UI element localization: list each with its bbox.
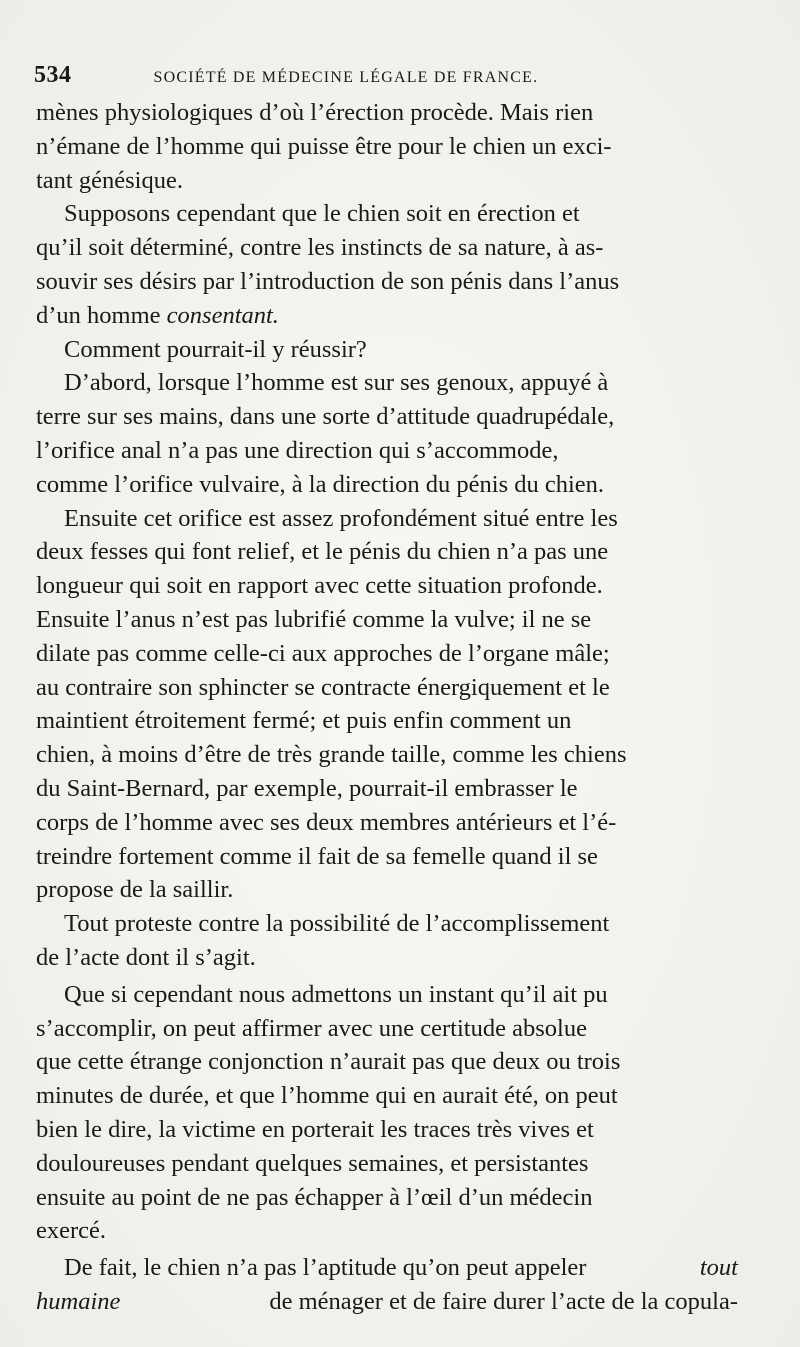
text-line: [36, 299, 738, 333]
text-run: d’un homme: [36, 301, 161, 329]
text-line: [36, 1285, 738, 1319]
italic-word: tout: [699, 1254, 738, 1282]
text-line: l’orifice anal n’a pas une direction qui s’accommode,: [36, 436, 559, 464]
text-line: terre sur ses mains, dans une sorte d’attitude quadrupédale,: [36, 403, 615, 431]
text-line: maintient étroitement fermé; et puis enfin comment un: [36, 707, 572, 735]
text-line: du Saint-Bernard, par exemple, pourrait-il embrasser le: [36, 774, 578, 802]
text-line: de l’acte dont il s’agit.: [36, 943, 256, 971]
text-line: Ensuite l’anus n’est pas lubrifié comme la vulve; il ne se: [36, 605, 592, 633]
body-text: [36, 96, 738, 1319]
text-run: De fait, le chien n’a pas l’aptitude qu’on peut appeler: [64, 1254, 587, 1282]
text-line: Comment pourrait-il y réussir?: [64, 335, 367, 363]
text-line: ensuite au point de ne pas échapper à l’œil d’un médecin: [36, 1183, 593, 1211]
page-header: [34, 62, 740, 89]
text-line: minutes de durée, et que l’homme qui en aurait été, on peut: [36, 1082, 618, 1110]
italic-word: consentant.: [166, 301, 279, 329]
page-number: 534: [34, 62, 72, 88]
italic-word: humaine: [36, 1287, 121, 1315]
text-line: dilate pas comme celle-ci aux approches de l’organe mâle;: [36, 639, 610, 667]
text-line: longueur qui soit en rapport avec cette situation profonde.: [36, 572, 603, 600]
text-line: s’accomplir, on peut affirmer avec une certitude absolue: [36, 1014, 587, 1042]
text-line: que cette étrange conjonction n’aurait pas que deux ou trois: [36, 1048, 621, 1076]
text-line: Tout proteste contre la possibilité de l’accomplissement: [64, 910, 610, 938]
text-line: bien le dire, la victime en porterait les traces très vives et: [36, 1115, 594, 1143]
running-head: SOCIÉTÉ DE MÉDECINE LÉGALE DE FRANCE.: [153, 69, 539, 86]
text-line: mènes physiologiques d’où l’érection procède. Mais rien: [36, 99, 594, 126]
text-line: chien, à moins d’être de très grande taille, comme les chiens: [36, 741, 627, 769]
text-line: Supposons cependant que le chien soit en érection et: [64, 200, 580, 228]
text-run: de ménager et de faire durer l’acte de la copula-: [269, 1287, 738, 1315]
text-line: souvir ses désirs par l’introduction de son pénis dans l’anus: [36, 267, 620, 295]
text-line: corps de l’homme avec ses deux membres antérieurs et l’é-: [36, 808, 617, 836]
text-line: douloureuses pendant quelques semaines, et persistantes: [36, 1149, 589, 1177]
text-line: Ensuite cet orifice est assez profondément situé entre les: [64, 504, 618, 532]
text-line: au contraire son sphincter se contracte énergiquement et le: [36, 673, 610, 701]
text-line: [36, 1251, 738, 1285]
text-line: D’abord, lorsque l’homme est sur ses genoux, appuyé à: [64, 369, 609, 397]
text-line: treindre fortement comme il fait de sa femelle quand il se: [36, 842, 598, 870]
text-line: n’émane de l’homme qui puisse être pour le chien un exci-: [36, 132, 612, 160]
text-line: Que si cependant nous admettons un instant qu’il ait pu: [64, 980, 608, 1008]
text-line: tant génésique.: [36, 166, 183, 194]
text-line: comme l’orifice vulvaire, à la direction du pénis du chien.: [36, 470, 605, 498]
text-line: deux fesses qui font relief, et le pénis du chien n’a pas une: [36, 538, 609, 566]
text-line: qu’il soit déterminé, contre les instincts de sa nature, à as-: [36, 234, 604, 262]
text-line: exercé.: [36, 1217, 107, 1245]
text-line: propose de la saillir.: [36, 876, 234, 904]
